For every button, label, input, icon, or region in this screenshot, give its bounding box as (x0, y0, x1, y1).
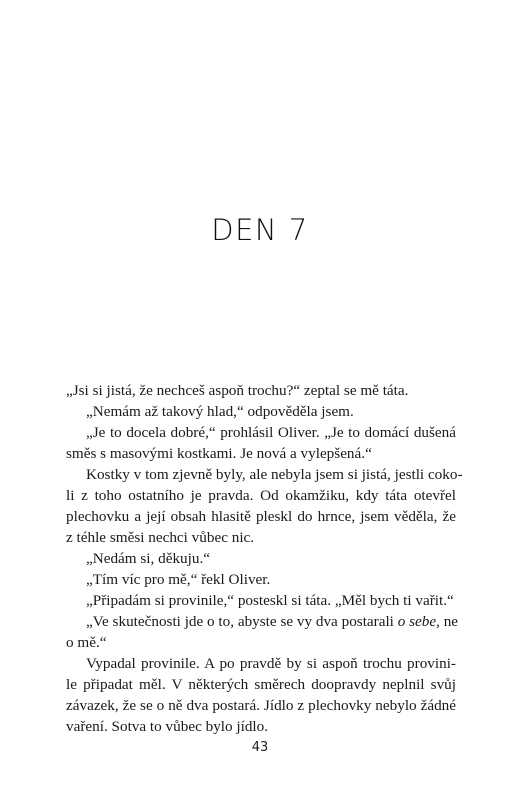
text-line: o mě.“ (66, 634, 107, 651)
text-segment: , ne (436, 613, 459, 630)
chapter-title: DEN 7 (211, 213, 309, 247)
text-line: „Jsi si jistá, že nechceš aspoň trochu?“ zeptal se mě táta. (66, 382, 409, 399)
text-line: závazek, že se o ně dva postará. Jídlo z plechovky nebylo žádné (66, 697, 456, 714)
text-line: vaření. Sotva to vůbec bylo jídlo. (66, 718, 269, 735)
text-line: „Je to docela dobré,“ prohlásil Oliver. „Je to domácí dušená (86, 424, 456, 441)
text-line: le připadat měl. V některých směrech doopravdy neplnil svůj (66, 676, 456, 693)
text-line: plechovku a její obsah hlasitě pleskl do hrnce, jsem věděla, že (66, 508, 456, 525)
text-line: „Tím víc pro mě,“ řekl Oliver. (86, 571, 271, 588)
text-line: „Připadám si provinile,“ posteskl si táta. „Měl bych ti vařit.“ (86, 592, 454, 609)
text-line: Vypadal provinile. A po pravdě by si aspoň trochu provini- (86, 655, 456, 672)
chapter-body (66, 380, 463, 737)
text-line: z téhle směsi nechci vůbec nic. (66, 529, 255, 546)
emphasis-text: o sebe (397, 613, 437, 630)
text-segment: „Ve skutečnosti jde o to, abyste se vy dva postarali (86, 613, 398, 630)
text-line: Kostky v tom zjevně byly, ale nebyla jsem si jistá, jestli coko- (86, 466, 463, 483)
text-line: „Nemám až takový hlad,“ odpověděla jsem. (86, 403, 354, 420)
text-line: li z toho ostatního je pravda. Od okamžiku, kdy táta otevřel (66, 487, 456, 504)
text-line (66, 611, 459, 632)
text-line: „Nedám si, děkuju.“ (86, 550, 210, 567)
text-line: směs s masovými kostkami. Je nová a vylepšená.“ (66, 445, 372, 462)
page-number: 43 (251, 740, 269, 755)
